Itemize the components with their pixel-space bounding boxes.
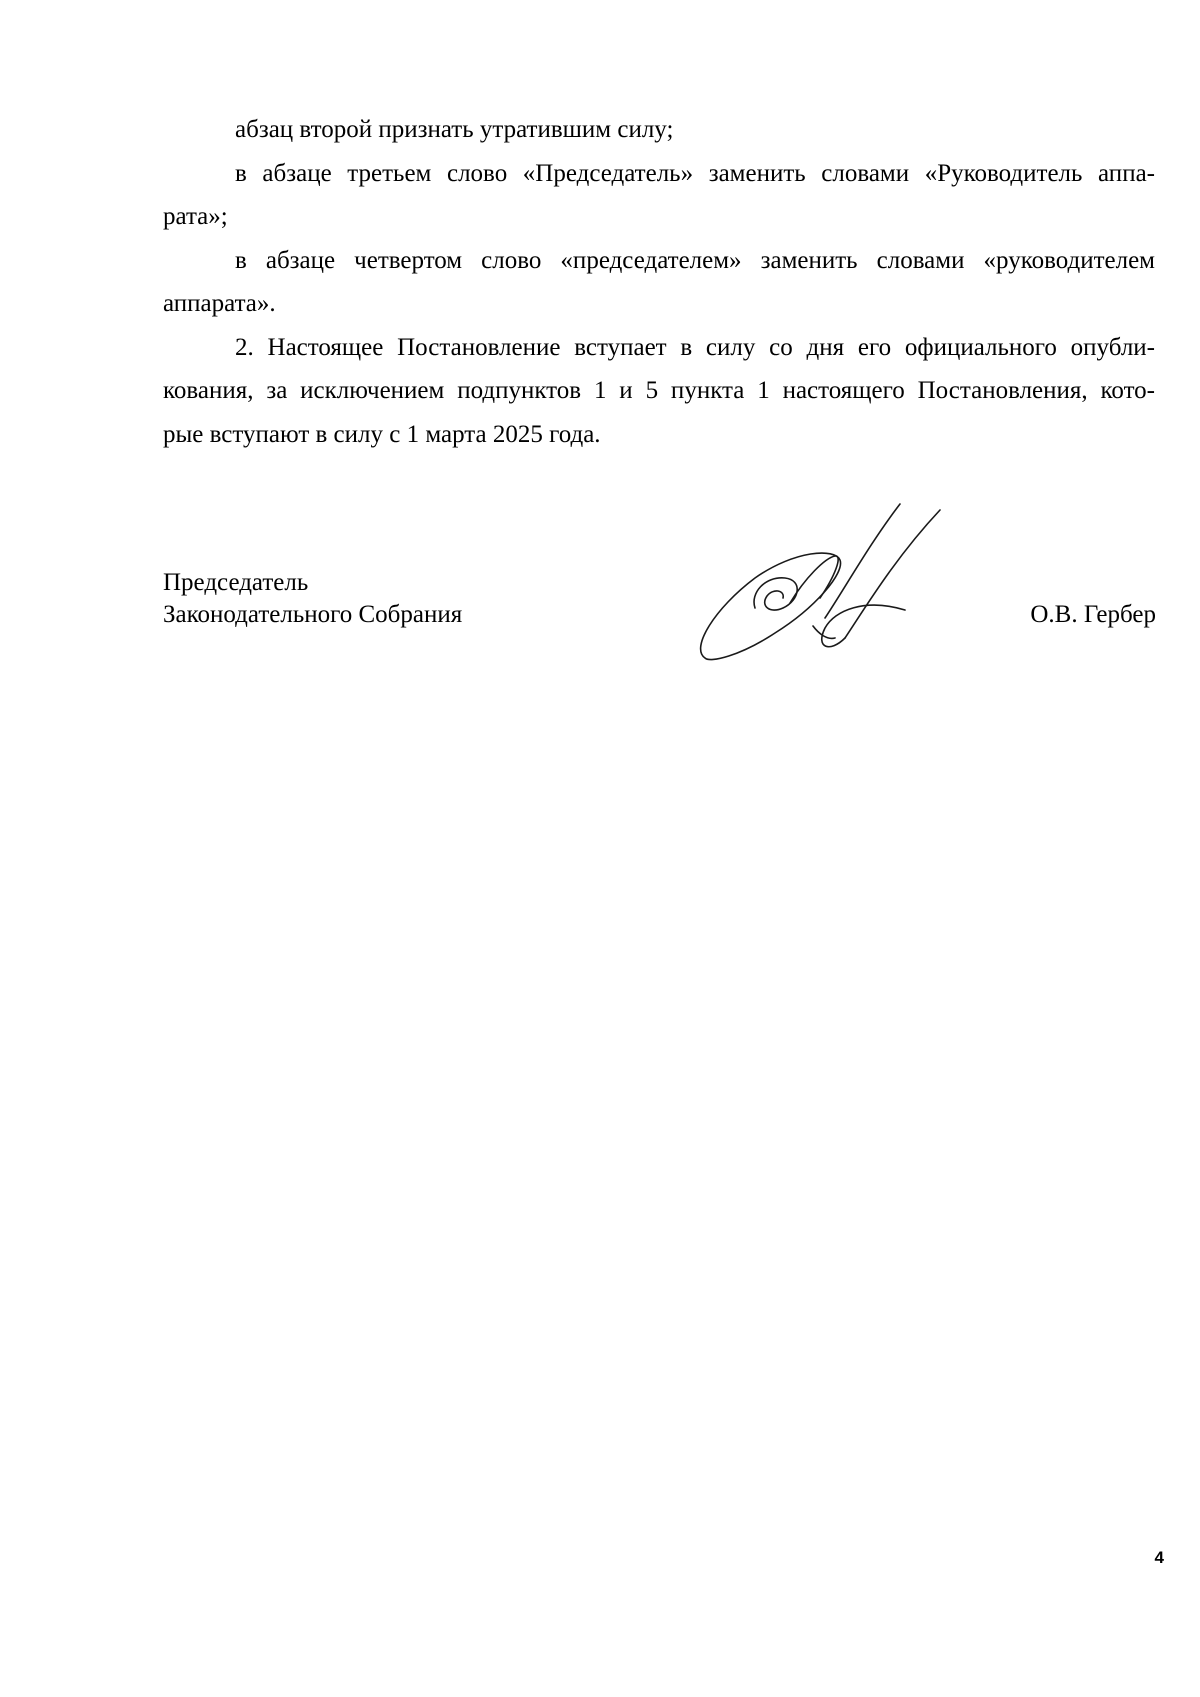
- text-line: в абзаце четвертом слово «председателем» заменить словами «руководителем: [235, 246, 1155, 274]
- handwritten-signature: [695, 498, 975, 673]
- document-body: [163, 108, 1155, 456]
- text-line: абзац второй признать утратившим силу;: [235, 116, 674, 143]
- signer-name: О.В. Гербер: [1030, 601, 1156, 628]
- text-line: 2. Настоящее Постановление вступает в силу со дня его официального опубли-: [235, 333, 1155, 361]
- text-line: рые вступают в силу с 1 марта 2025 года.: [163, 420, 601, 448]
- text-line: в абзаце третьем слово «Председатель» заменить словами «Руководитель аппа-: [235, 159, 1155, 187]
- paragraph-2: [163, 152, 1155, 239]
- paragraph-3: [163, 239, 1155, 326]
- text-line: кования, за исключением подпунктов 1 и 5 пункта 1 настоящего Постановления, кото-: [163, 377, 1155, 404]
- position-organization: Законодательного Собрания: [163, 601, 463, 628]
- text-line: рата»;: [163, 203, 228, 230]
- paragraph-1: [163, 108, 1155, 152]
- position-title: Председатель: [163, 569, 309, 596]
- text-line: аппарата».: [163, 290, 276, 317]
- signatory-position: [163, 567, 462, 631]
- paragraph-4: [163, 326, 1155, 457]
- page-number: 4: [1154, 1548, 1164, 1567]
